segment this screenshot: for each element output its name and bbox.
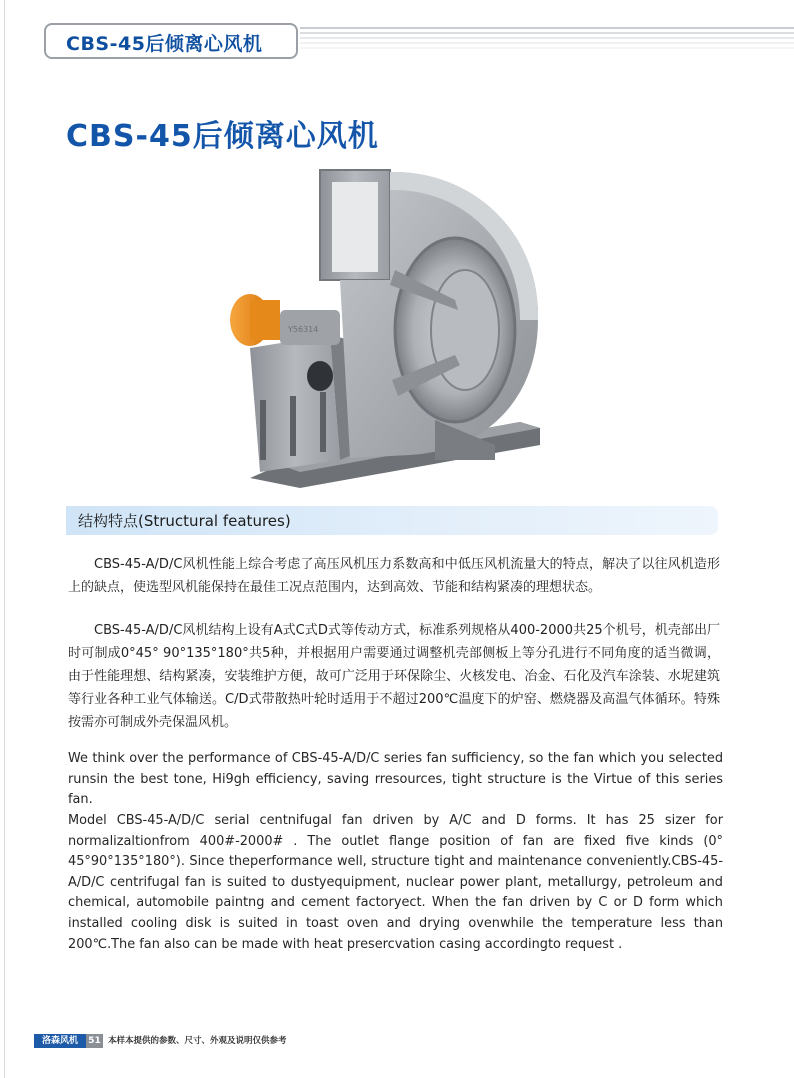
page-title: CBS-45后倾离心风机	[66, 119, 379, 154]
text-line: 金、石化及汽车涂装、水坭建筑等行业各种工业气体输送。C/D式带散热叶轮时适用于不超过200℃温	[68, 669, 720, 707]
motor-coupling	[250, 300, 280, 340]
text-line: CBS-45-A/D/C风机性能上综合考虑了高压风机压力系数高和中低压风机流量大的特点，解决了以	[94, 557, 655, 572]
page-number: 51	[86, 1034, 103, 1048]
text-line: normalizaltionfrom 400#-2000# . The outlet flange position of fan are fixed five kinds (0°	[68, 833, 723, 849]
text-line: 度下的炉窑、燃烧器及高温气体循环。特殊按需亦可制成外壳保温风机。	[68, 692, 720, 730]
text-line: 机壳部出厂时可制成0°45° 90°135°180°共5种，并根据用户需要通过调整机壳部侧板上等分孔进行不	[68, 623, 720, 661]
header-tab	[44, 23, 298, 59]
text-line: ovenwhile the temperature less than 200℃.The fan also can be made with heat presercvation	[68, 915, 724, 952]
outlet-opening	[332, 182, 378, 272]
text-line: We think over the performance of CBS-45-A/D/C series fan sufficiency, so the fan which you	[68, 751, 665, 766]
text-line: of this series fan.	[68, 771, 723, 808]
text-line: metallurgy, petroleum and chemical, automobile paintng and cement factoryect. When the	[68, 874, 723, 911]
pedestal-rib	[260, 400, 266, 460]
header-tab-title: CBS-45后倾离心风机	[66, 33, 263, 55]
pedestal-rib	[290, 396, 296, 456]
page-edge-rule	[4, 0, 5, 1078]
fan-illustration	[220, 160, 560, 490]
pedestal-rib	[320, 392, 326, 452]
text-line: 45°90°135°180°). Since theperformance well, structure tight and maintenance	[68, 854, 582, 870]
section-title: 结构特点(Structural features)	[78, 512, 291, 530]
header-line	[300, 37, 794, 39]
text-line: fan driven by C or D form which installed cooling disk is suited in toast oven and drying	[68, 895, 723, 931]
product-photo	[220, 160, 560, 490]
section-header-bar	[66, 506, 718, 535]
text-line: conveniently.CBS-45-A/D/C centrifugal fan is suited to dustyequipment, nuclear power plant,	[68, 854, 723, 890]
text-line: 同角度的适当微调，由于性能理想、结构紧凑，安装维护方便，故可广泛用于环保除尘、火核发电、冶	[68, 646, 720, 684]
header-line	[300, 32, 794, 34]
motor-label: Y56314	[288, 325, 319, 334]
header-line	[300, 42, 794, 44]
footer-disclaimer: 本样本提供的参数、尺寸、外观及说明仅供参考	[108, 1036, 287, 1046]
chinese-paragraph-1	[68, 553, 720, 599]
text-line: CBS-45-A/D/C风机结构上设有A式C式D式等传动方式，标准系列规格从400-2000共25个机号，	[94, 623, 655, 638]
chinese-paragraph-2	[68, 619, 720, 734]
text-line: 往风机造形上的缺点，使选型风机能保持在最佳工况点范围内，达到高效、节能和结构紧凑的理想状态。	[68, 557, 720, 595]
header-decorative-lines	[300, 27, 794, 55]
english-paragraph-1	[68, 749, 723, 811]
header-line	[300, 27, 794, 29]
text-line: casing accordingto request .	[439, 936, 623, 952]
english-paragraph-2	[68, 811, 723, 955]
footer-brand: 洛森风机	[34, 1034, 86, 1048]
pedestal-hole	[307, 361, 333, 391]
text-line: Model CBS-45-A/D/C serial centnifugal fan driven by A/C and D forms. It has 25 sizer for	[68, 813, 723, 828]
header-line	[300, 47, 794, 49]
text-line: selected runsin the best tone, Hi9gh efficiency, saving rresources, tight structure is the Virtue	[68, 751, 724, 787]
